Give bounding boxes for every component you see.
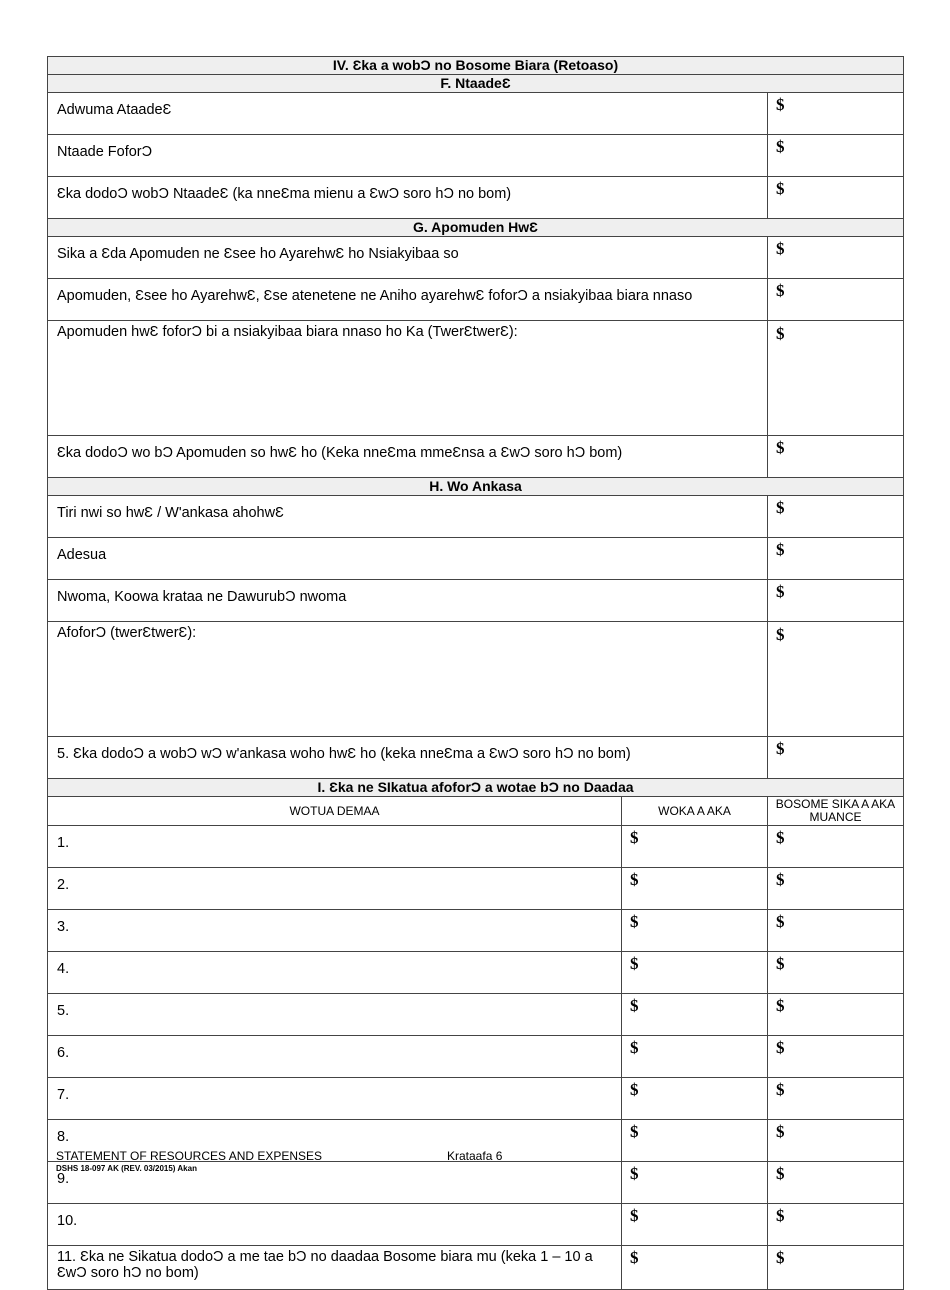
debt-row-number[interactable]: 1. — [48, 826, 622, 868]
personal-row-label: Adesua — [48, 538, 768, 580]
monthly-payment-field[interactable]: $ — [768, 1204, 904, 1246]
personal-amount-field[interactable]: $ — [768, 580, 904, 622]
personal-other-field[interactable]: $ — [768, 622, 904, 737]
footer-form-code: DSHS 18-097 AK (REV. 03/2015) Akan — [56, 1164, 197, 1173]
section-g-title: G. Apomuden HwƐ — [48, 219, 904, 237]
expense-form-table — [47, 56, 904, 1290]
medical-other-field[interactable]: $ — [768, 321, 904, 436]
debt-row-number[interactable]: 8. — [48, 1120, 622, 1162]
clothing-total-field[interactable]: $ — [768, 177, 904, 219]
col-header-monthly-payment: BOSOME SIKA A AKA MUANCE — [768, 797, 904, 826]
personal-row-label: Tiri nwi so hwƐ / W'ankasa ahohwƐ — [48, 496, 768, 538]
section-title: IV. Ɛka a wobƆ no Bosome Biara (Retoaso) — [48, 57, 904, 75]
balance-field[interactable]: $ — [622, 910, 768, 952]
monthly-payment-field[interactable]: $ — [768, 1120, 904, 1162]
balance-field[interactable]: $ — [622, 952, 768, 994]
clothing-amount-field[interactable]: $ — [768, 135, 904, 177]
monthly-payment-field[interactable]: $ — [768, 910, 904, 952]
monthly-payment-total-field[interactable]: $ — [768, 1246, 904, 1290]
balance-total-field[interactable]: $ — [622, 1246, 768, 1290]
monthly-payment-field[interactable]: $ — [768, 868, 904, 910]
personal-row-label: Nwoma, Koowa krataa ne DawurubƆ nwoma — [48, 580, 768, 622]
balance-field[interactable]: $ — [622, 994, 768, 1036]
clothing-amount-field[interactable]: $ — [768, 93, 904, 135]
footer-form-title: STATEMENT OF RESOURCES AND EXPENSES — [56, 1149, 323, 1163]
footer — [56, 1149, 322, 1173]
balance-field[interactable]: $ — [622, 1162, 768, 1204]
page-number: Krataafa 6 — [447, 1149, 503, 1163]
personal-amount-field[interactable]: $ — [768, 496, 904, 538]
monthly-payment-field[interactable]: $ — [768, 1036, 904, 1078]
debt-total-label: 11. Ɛka ne Sikatua dodoƆ a me tae bƆ no daadaa Bosome biara mu (keka 1 – 10 a ƐwƆ soro hƆ no bom) — [48, 1246, 622, 1290]
col-header-creditor: WOTUA DEMAA — [48, 797, 622, 826]
balance-field[interactable]: $ — [622, 1036, 768, 1078]
balance-field[interactable]: $ — [622, 1204, 768, 1246]
monthly-payment-field[interactable]: $ — [768, 994, 904, 1036]
clothing-total-label: Ɛka dodoƆ wobƆ NtaadeƐ (ka nneƐma mienu a ƐwƆ soro hƆ no bom) — [48, 177, 768, 219]
personal-amount-field[interactable]: $ — [768, 538, 904, 580]
debt-row-number[interactable]: 5. — [48, 994, 622, 1036]
medical-total-field[interactable]: $ — [768, 436, 904, 478]
monthly-payment-field[interactable]: $ — [768, 1078, 904, 1120]
monthly-payment-field[interactable]: $ — [768, 1162, 904, 1204]
personal-other-label: AfoforƆ (twerƐtwerƐ): — [48, 622, 768, 737]
debt-row-number[interactable]: 6. — [48, 1036, 622, 1078]
col-header-balance: WOKA A AKA — [622, 797, 768, 826]
medical-row-label: Apomuden, Ɛsee ho AyarehwƐ, Ɛse atenetene ne Aniho ayarehwƐ foforƆ a nsiakyibaa biara nnaso — [48, 279, 768, 321]
monthly-payment-field[interactable]: $ — [768, 952, 904, 994]
debt-row-number[interactable]: 2. — [48, 868, 622, 910]
debt-row-number[interactable]: 10. — [48, 1204, 622, 1246]
medical-row-label: Sika a Ɛda Apomuden ne Ɛsee ho AyarehwƐ ho Nsiakyibaa so — [48, 237, 768, 279]
balance-field[interactable]: $ — [622, 868, 768, 910]
section-f-title: F. NtaadeƐ — [48, 75, 904, 93]
section-h-title: H. Wo Ankasa — [48, 478, 904, 496]
personal-total-field[interactable]: $ — [768, 737, 904, 779]
personal-total-label: 5. Ɛka dodoƆ a wobƆ wƆ w'ankasa woho hwƐ ho (keka nneƐma a ƐwƆ soro hƆ no bom) — [48, 737, 768, 779]
medical-total-label: Ɛka dodoƆ wo bƆ Apomuden so hwƐ ho (Keka nneƐma mmeƐnsa a ƐwƆ soro hƆ bom) — [48, 436, 768, 478]
medical-amount-field[interactable]: $ — [768, 237, 904, 279]
balance-field[interactable]: $ — [622, 1120, 768, 1162]
section-i-title: I. Ɛka ne SIkatua afoforƆ a wotae bƆ no Daadaa — [48, 779, 904, 797]
debt-row-number[interactable]: 9. — [48, 1162, 622, 1204]
clothing-row-label: Ntaade FoforƆ — [48, 135, 768, 177]
debt-row-number[interactable]: 7. — [48, 1078, 622, 1120]
medical-other-label: Apomuden hwƐ foforƆ bi a nsiakyibaa biara nnaso ho Ka (TwerƐtwerƐ): — [48, 321, 768, 436]
balance-field[interactable]: $ — [622, 826, 768, 868]
debt-row-number[interactable]: 4. — [48, 952, 622, 994]
balance-field[interactable]: $ — [622, 1078, 768, 1120]
debt-row-number[interactable]: 3. — [48, 910, 622, 952]
monthly-payment-field[interactable]: $ — [768, 826, 904, 868]
clothing-row-label: Adwuma AtaadeƐ — [48, 93, 768, 135]
medical-amount-field[interactable]: $ — [768, 279, 904, 321]
